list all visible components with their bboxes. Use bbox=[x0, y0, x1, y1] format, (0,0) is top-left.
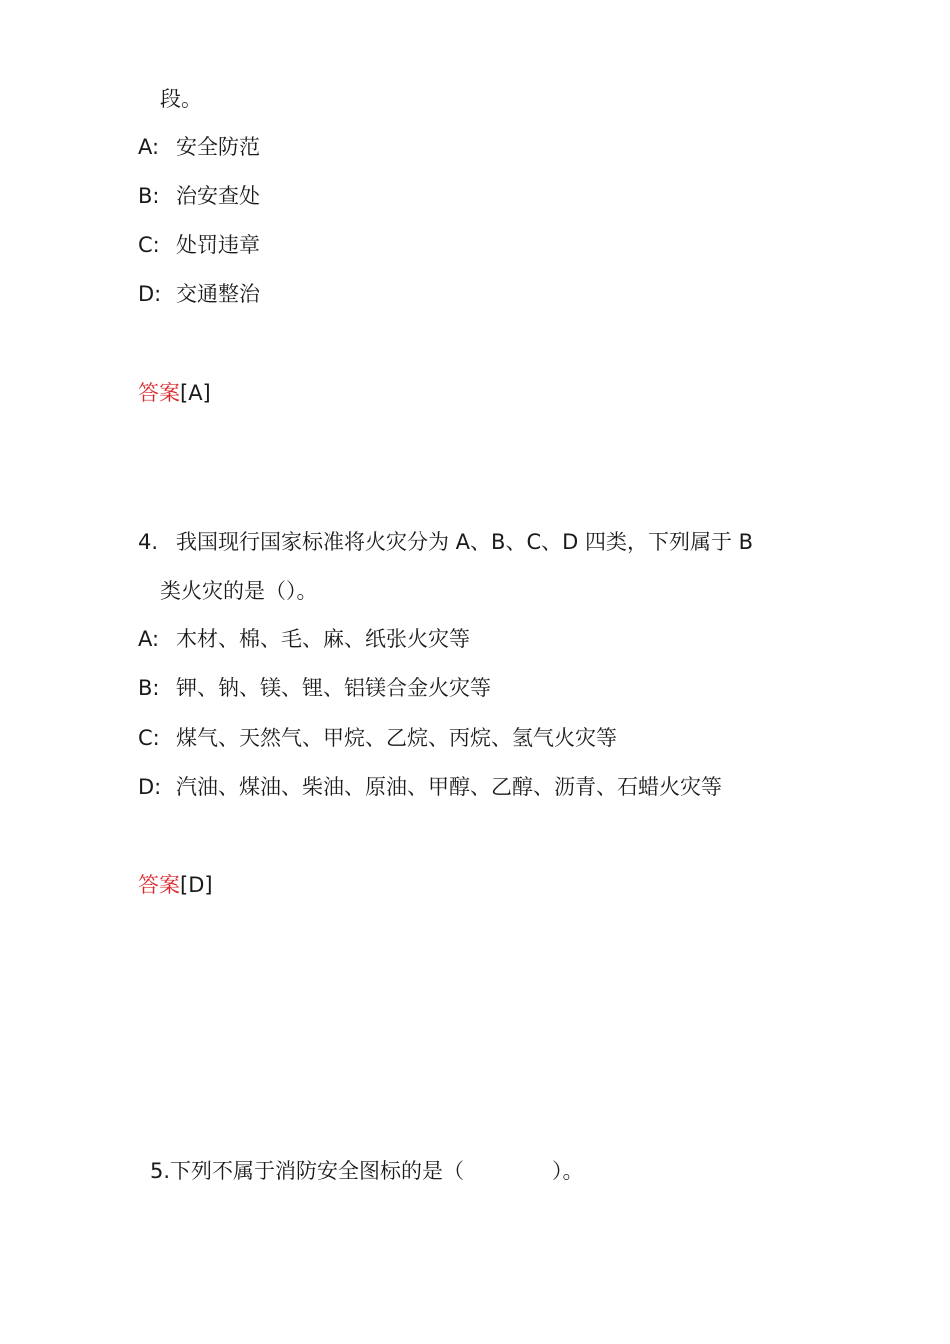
option-key: C: bbox=[138, 233, 160, 257]
option-key: D: bbox=[138, 775, 162, 799]
q4-stem-line1 bbox=[138, 528, 753, 556]
option-text: 煤气、天然气、甲烷、乙烷、丙烷、氢气火灾等 bbox=[176, 726, 617, 750]
option-text: 汽油、煤油、柴油、原油、甲醇、乙醇、沥青、石蜡火灾等 bbox=[176, 775, 722, 799]
q4-answer bbox=[138, 871, 213, 899]
q3-option-a bbox=[138, 133, 260, 161]
answer-label: 答案 bbox=[138, 381, 180, 405]
option-key: A: bbox=[138, 135, 160, 159]
question-text-after: ）。 bbox=[552, 1159, 584, 1183]
q3-option-c bbox=[138, 231, 260, 259]
q3-option-b bbox=[138, 182, 260, 210]
q4-option-a bbox=[138, 625, 470, 653]
question-text: 我国现行国家标准将火灾分为 A、B、C、D 四类，下列属于 B bbox=[176, 530, 754, 554]
q5-stem bbox=[150, 1157, 584, 1185]
q4-option-b bbox=[138, 674, 491, 702]
question-number: 4. bbox=[138, 530, 159, 554]
q3-option-d bbox=[138, 280, 260, 308]
answer-label: 答案 bbox=[138, 873, 180, 897]
option-text: 治安查处 bbox=[176, 184, 260, 208]
option-key: A: bbox=[138, 627, 160, 651]
option-text: 处罚违章 bbox=[176, 233, 260, 257]
option-text: 安全防范 bbox=[176, 135, 260, 159]
option-key: B: bbox=[138, 676, 160, 700]
q3-stem-tail: 段。 bbox=[160, 87, 202, 111]
option-text: 钾、钠、镁、锂、铝镁合金火灾等 bbox=[176, 676, 491, 700]
option-key: C: bbox=[138, 726, 160, 750]
answer-value: [A] bbox=[180, 381, 211, 405]
q4-stem-line2: 类火灾的是（）。 bbox=[160, 579, 318, 603]
q3-answer bbox=[138, 379, 211, 407]
question-text-before: 5.下列不属于消防安全图标的是（ bbox=[150, 1159, 465, 1183]
answer-value: [D] bbox=[180, 873, 213, 897]
option-text: 木材、棉、毛、麻、纸张火灾等 bbox=[176, 627, 470, 651]
option-text: 交通整治 bbox=[176, 282, 260, 306]
q4-option-c bbox=[138, 724, 617, 752]
option-key: D: bbox=[138, 282, 162, 306]
option-key: B: bbox=[138, 184, 160, 208]
q4-option-d bbox=[138, 773, 722, 801]
